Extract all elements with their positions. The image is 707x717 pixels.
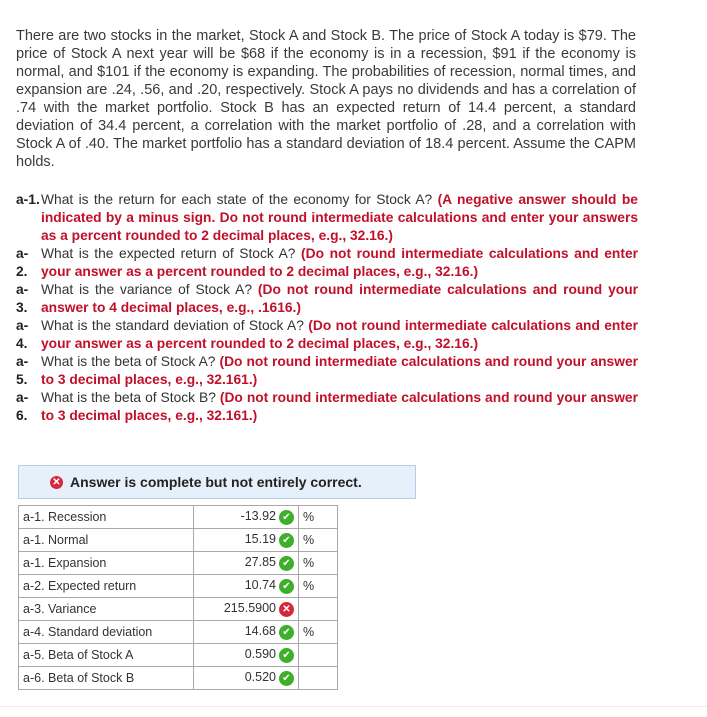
check-circle-icon: ✔ <box>279 648 294 663</box>
question-instruction: (Do not round intermediate calculations and round your answer to 4 decimal places, e.g., .1616.) <box>41 282 639 315</box>
x-circle-icon: ✕ <box>279 602 294 617</box>
problem-statement: There are two stocks in the market, Stock A and Stock B. The price of Stock A today is $79. The price of Stock A next year will be $68 if the economy is in a recession, $91 if the economy is normal, and $101 if the economy is expanding. The probabilities of recession, normal times, and expansion are .24, .56, and .20, respectively. Stock A pays no dividends and has a correlation of .74 with the market portfolio. Stock B has an expected return of 14.4 percent, a standard deviation of 34.4 percent, a correlation with the market portfolio of .28, and a correlation with Stock A of .40. The market portfolio has a standard deviation of 18.4 percent. Assume the CAPM holds. <box>16 28 636 170</box>
table-row <box>19 529 338 552</box>
answer-value[interactable]: 14.68 <box>244 624 276 639</box>
question-text: What is the beta of Stock B? <box>41 390 216 405</box>
answer-value[interactable]: 0.520 <box>244 670 276 685</box>
answer-value[interactable]: 215.5900 <box>223 601 276 616</box>
answer-value[interactable]: -13.92 <box>240 509 276 524</box>
answer-unit <box>299 644 338 667</box>
question-item <box>16 353 638 389</box>
answer-unit: % <box>299 575 338 598</box>
question-item <box>16 281 638 317</box>
answer-unit <box>299 598 338 621</box>
answer-unit: % <box>299 552 338 575</box>
answer-unit: % <box>299 506 338 529</box>
check-circle-icon: ✔ <box>279 671 294 686</box>
question-instruction: (A negative answer should be indicated by a minus sign. Do not round intermediate calculations and enter your answers as a percent rounded to 2 decimal places, e.g., 32.16.) <box>41 192 638 243</box>
result-banner <box>18 465 416 499</box>
table-row <box>19 506 338 529</box>
answer-label: a-5. Beta of Stock A <box>19 644 194 667</box>
question-item <box>16 317 638 353</box>
answer-unit: % <box>299 621 338 644</box>
question-label: a- 2. <box>16 246 29 279</box>
answer-unit <box>299 667 338 690</box>
check-circle-icon: ✔ <box>279 556 294 571</box>
question-text: What is the return for each state of the economy for Stock A? <box>41 192 433 207</box>
check-circle-icon: ✔ <box>279 625 294 640</box>
question-list <box>16 191 638 425</box>
answer-cell[interactable] <box>194 552 299 575</box>
check-circle-icon: ✔ <box>279 579 294 594</box>
question-item <box>16 389 638 425</box>
answer-cell[interactable] <box>194 667 299 690</box>
answer-label: a-6. Beta of Stock B <box>19 667 194 690</box>
question-label: a- 4. <box>16 318 29 351</box>
question-instruction: (Do not round intermediate calculations and round your answer to 3 decimal places, e.g., 32.161.) <box>41 390 638 423</box>
question-text: What is the variance of Stock A? <box>41 282 253 297</box>
table-row <box>19 667 338 690</box>
divider <box>0 706 707 707</box>
question-text: What is the beta of Stock A? <box>41 354 216 369</box>
table-row <box>19 621 338 644</box>
answer-value[interactable]: 27.85 <box>244 555 276 570</box>
question-instruction: (Do not round intermediate calculations and enter your answer as a percent rounded to 2 decimal places, e.g., 32.16.) <box>41 246 638 279</box>
question-item <box>16 245 638 281</box>
answer-value[interactable]: 0.590 <box>244 647 276 662</box>
answer-table <box>18 505 338 690</box>
answer-cell[interactable] <box>194 506 299 529</box>
table-row <box>19 552 338 575</box>
answer-cell[interactable] <box>194 598 299 621</box>
answer-cell[interactable] <box>194 644 299 667</box>
check-circle-icon: ✔ <box>279 533 294 548</box>
table-row <box>19 598 338 621</box>
table-row <box>19 644 338 667</box>
check-circle-icon: ✔ <box>279 510 294 525</box>
question-text: What is the standard deviation of Stock A? <box>41 318 304 333</box>
answer-value[interactable]: 15.19 <box>244 532 276 547</box>
question-instruction: (Do not round intermediate calculations and enter your answer as a percent rounded to 2 decimal places, e.g., 32.16.) <box>41 318 638 351</box>
x-circle-icon: ✕ <box>50 476 63 489</box>
answer-label: a-2. Expected return <box>19 575 194 598</box>
question-text: What is the expected return of Stock A? <box>41 246 296 261</box>
table-row <box>19 575 338 598</box>
answer-cell[interactable] <box>194 621 299 644</box>
answer-label: a-1. Normal <box>19 529 194 552</box>
answer-label: a-4. Standard deviation <box>19 621 194 644</box>
question-label: a- 5. <box>16 354 29 387</box>
answer-label: a-3. Variance <box>19 598 194 621</box>
answer-cell[interactable] <box>194 575 299 598</box>
answer-value[interactable]: 10.74 <box>244 578 276 593</box>
answer-unit: % <box>299 529 338 552</box>
result-banner-text: Answer is complete but not entirely correct. <box>70 474 362 490</box>
answer-label: a-1. Recession <box>19 506 194 529</box>
question-label: a-1. <box>16 192 40 207</box>
question-label: a- 6. <box>16 390 29 423</box>
question-instruction: (Do not round intermediate calculations and round your answer to 3 decimal places, e.g., 32.161.) <box>41 354 638 387</box>
question-label: a- 3. <box>16 282 29 315</box>
answer-label: a-1. Expansion <box>19 552 194 575</box>
answer-cell[interactable] <box>194 529 299 552</box>
question-item <box>16 191 638 245</box>
